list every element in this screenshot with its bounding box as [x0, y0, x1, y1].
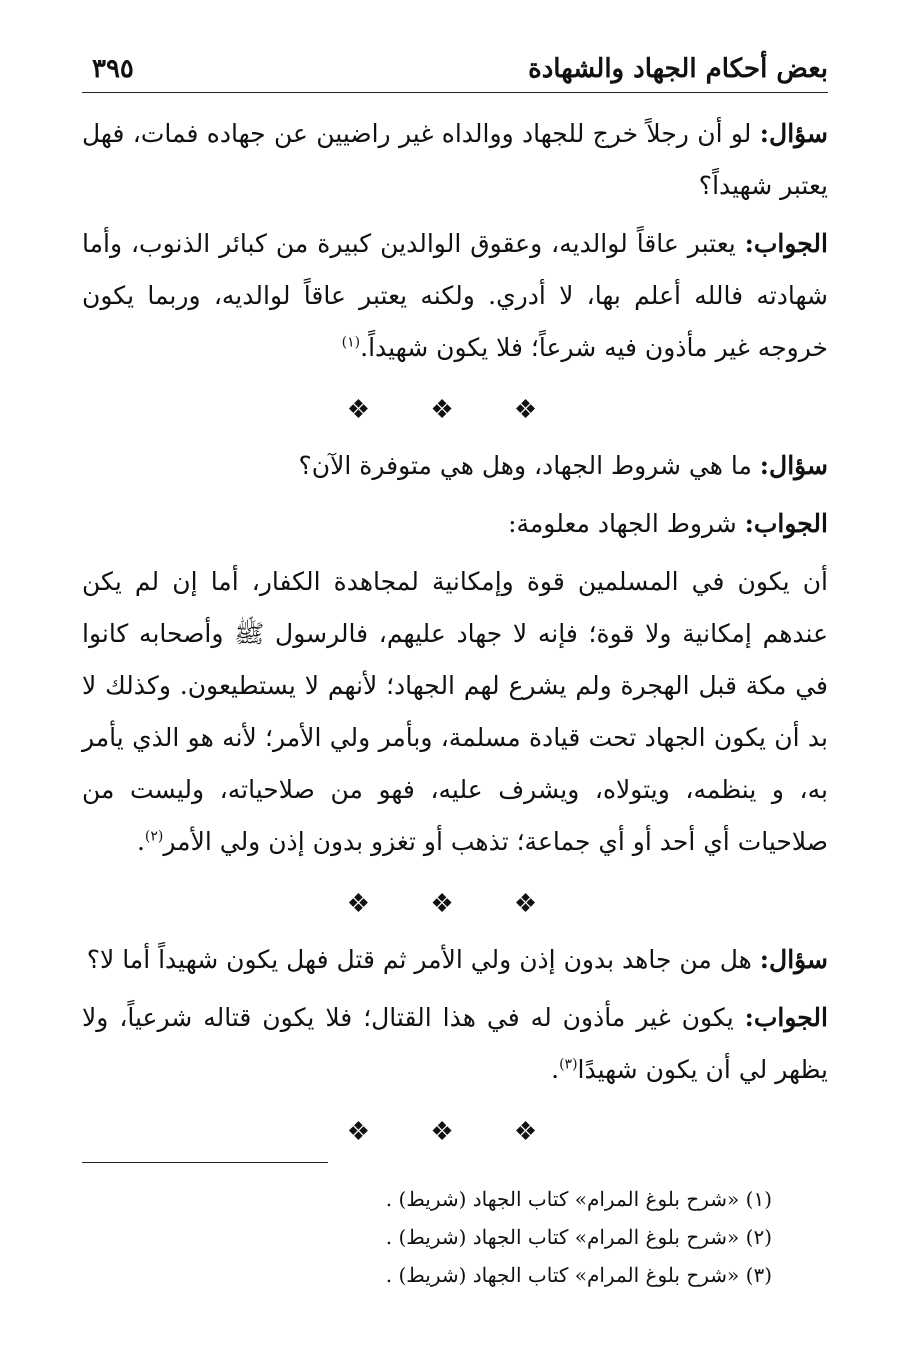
body-text: أن يكون في المسلمين قوة وإمكانية لمجاهدة الكفار، أما إن لم يكن عندهم إمكانية ولا قوة؛ فإنه لا جهاد عليهم، فالرسول ﷺ وأصحابه كانوا في مكة قبل الهجرة ولم يشرع لهم الجهاد؛ لأنهم لا يستطيعون. وكذلك لا بد أن يكون الجهاد تحت قيادة مسلمة، وبأمر ولي الأمر؛ لأنه هو الذي يأمر به، و ينظمه، ويتولاه، ويشرف عليه، فهو من صلاحياته، وليست من صلاحيات أي أحد أو أي جماعة؛ تذهب أو تغزو بدون إذن ولي الأمر [82, 567, 829, 856]
question-label: سؤال: [759, 119, 828, 148]
section-separator: ❖ ❖ ❖ [346, 889, 564, 919]
question-label: سؤال: [759, 451, 828, 480]
answer-label: الجواب: [744, 1003, 828, 1032]
footnote-ref: (١) [341, 334, 361, 351]
question-1 [82, 108, 828, 212]
question-2 [82, 440, 828, 492]
answer-1 [82, 218, 828, 374]
question-label: سؤال: [759, 945, 828, 974]
footnote-3: (٣) «شرح بلوغ المرام» كتاب الجهاد (شريط) . [385, 1263, 772, 1287]
section-separator: ❖ ❖ ❖ [346, 1117, 564, 1147]
answer-2-body [82, 556, 828, 868]
footnote-ref: (٣) [559, 1056, 578, 1073]
section-separator: ❖ ❖ ❖ [346, 395, 564, 425]
footnote-1: (١) «شرح بلوغ المرام» كتاب الجهاد (شريط) . [385, 1187, 772, 1211]
answer-text: يعتبر عاقاً لوالديه، وعقوق الوالدين كبيرة من كبائر الذنوب، وأما شهادته فالله أعلم بها، لا أدري. ولكنه يعتبر عاقاً لوالديه، وربما يكون خروجه غير مأذون فيه شرعاً؛ فلا يكون شهيداً. [82, 229, 828, 362]
question-text: هل من جاهد بدون إذن ولي الأمر ثم قتل فهل يكون شهيداً أما لا؟ [86, 945, 760, 974]
running-title: بعض أحكام الجهاد والشهادة [528, 54, 828, 84]
answer-3 [82, 992, 828, 1096]
page-header [82, 52, 828, 93]
answer-2 [82, 498, 828, 550]
answer-text: يكون غير مأذون له في هذا القتال؛ فلا يكون قتاله شرعياً، ولا يظهر لي أن يكون شهيدًا [82, 1003, 828, 1084]
question-3 [82, 934, 828, 986]
question-text: ما هي شروط الجهاد، وهل هي متوفرة الآن؟ [298, 451, 760, 480]
footnote-divider [82, 1162, 328, 1163]
footnotes [82, 1180, 772, 1294]
body-end: . [136, 827, 145, 856]
answer-text: شروط الجهاد معلومة: [508, 509, 745, 538]
question-text: لو أن رجلاً خرج للجهاد ووالداه غير راضيين عن جهاده فمات، فهل يعتبر شهيداً؟ [82, 119, 828, 200]
answer-label: الجواب: [744, 509, 828, 538]
page-number: ٣٩٥ [92, 54, 134, 84]
footnote-2: (٢) «شرح بلوغ المرام» كتاب الجهاد (شريط) . [385, 1225, 772, 1249]
page-body [82, 108, 828, 1162]
answer-end: . [551, 1055, 560, 1084]
footnote-ref: (٢) [144, 828, 164, 845]
answer-label: الجواب: [744, 229, 828, 258]
